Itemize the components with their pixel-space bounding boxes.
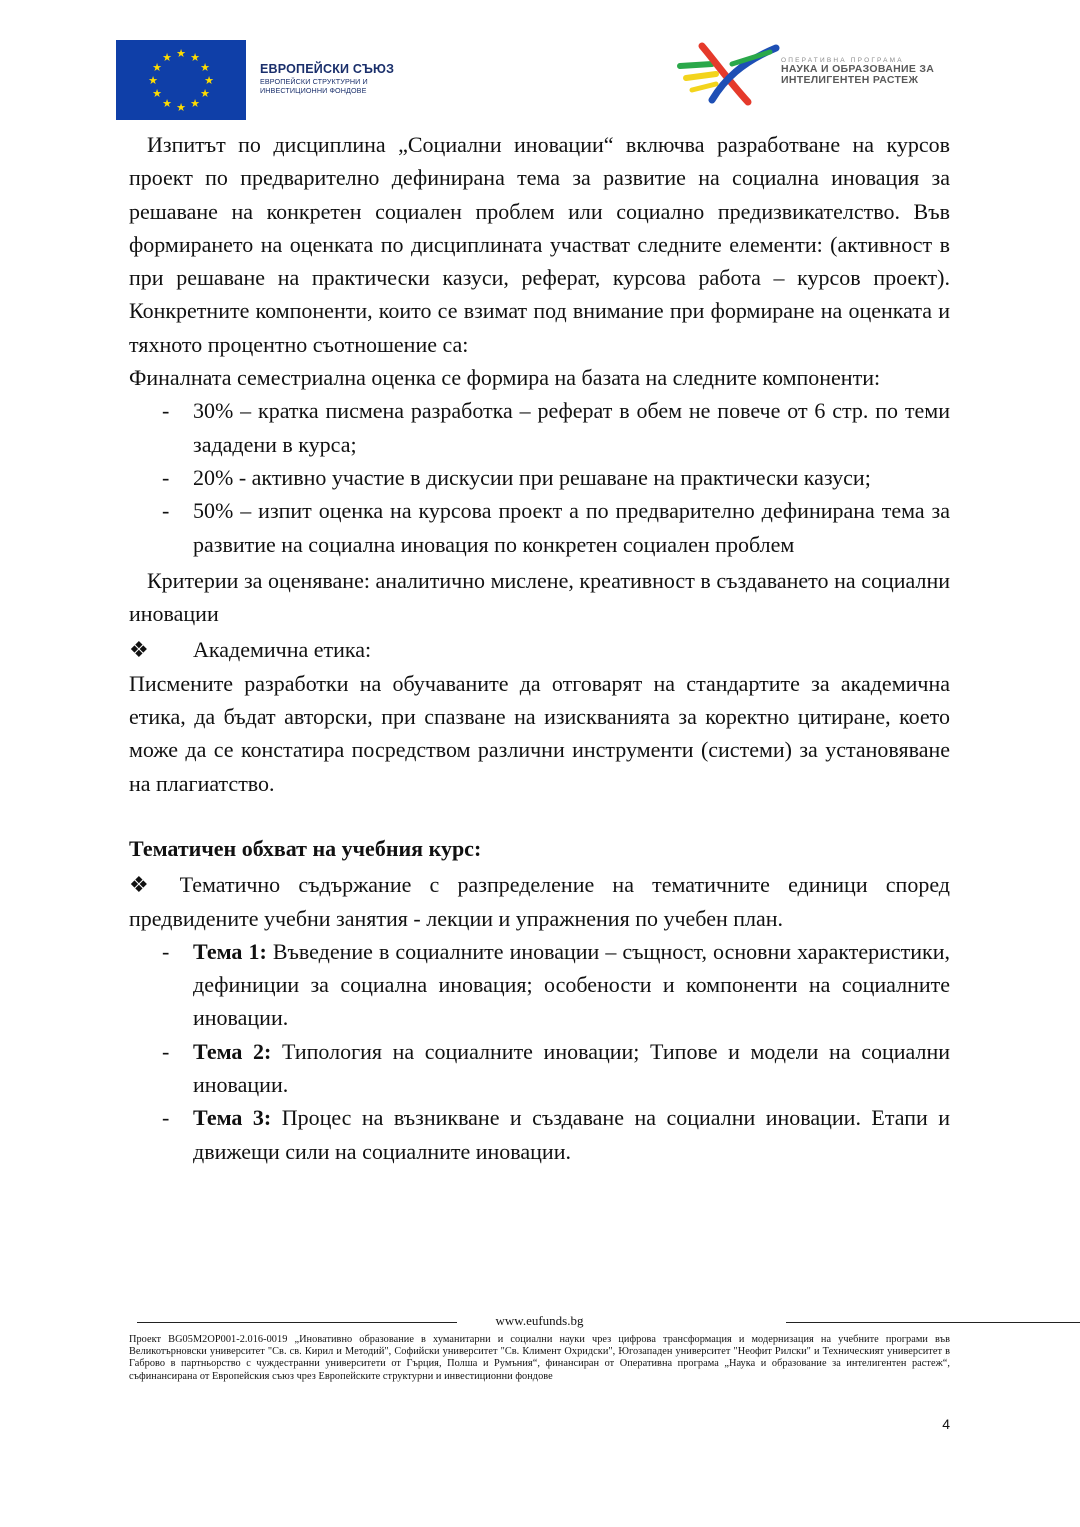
page-header — [0, 0, 1080, 125]
svg-text:★: ★ — [190, 97, 200, 110]
svg-text:★: ★ — [190, 51, 200, 64]
svg-text:★: ★ — [200, 61, 210, 74]
final-grade-paragraph: Финалната семестриална оценка се формира на базата на следните компоненти: — [129, 365, 881, 391]
svg-text:★: ★ — [152, 61, 162, 74]
topic-item — [193, 935, 950, 1035]
page-footer — [129, 1313, 950, 1432]
diamond-bullet-icon: ❖ — [129, 637, 149, 663]
eu-subtitle-1: ЕВРОПЕЙСКИ СТРУКТУРНИ И — [260, 76, 368, 86]
svg-text:★: ★ — [148, 74, 158, 87]
topic-label: Тема 2: — [193, 1038, 272, 1064]
topic-text: Процес на възникване и създаване на социални иновации. Етапи и движещи сили на социалните иновации. — [193, 1105, 950, 1164]
operational-programme-logo-icon — [672, 40, 784, 106]
eu-logo-text — [260, 63, 394, 94]
svg-text:★: ★ — [204, 74, 214, 87]
page-number: 4 — [942, 1416, 950, 1432]
diamond-bullet-icon: ❖ — [129, 872, 162, 898]
scope-heading: Тематичен обхват на учебния курс: — [129, 835, 482, 861]
topic-text: Въведение в социалните иновации – същност, основни характеристики, дефиниции за социална иновация; особености и компоненти на социалните иновации. — [193, 938, 950, 1031]
svg-text:★: ★ — [176, 47, 186, 60]
topic-item — [193, 1035, 950, 1102]
op-title-line-1: НАУКА И ОБРАЗОВАНИЕ ЗА — [781, 63, 935, 75]
svg-text:★: ★ — [162, 97, 172, 110]
grade-components-list — [129, 394, 950, 560]
svg-text:★: ★ — [162, 51, 172, 64]
svg-text:★: ★ — [152, 87, 162, 100]
topic-text: Типология на социалните иновации; Типове и модели на социални иновации. — [193, 1038, 950, 1098]
criteria-paragraph: Критерии за оценяване: аналитично мислене, креативност в създаването на социални иновации — [129, 567, 950, 627]
svg-text:★: ★ — [176, 101, 186, 114]
topics-list — [129, 935, 950, 1168]
topic-label: Тема 3: — [193, 1105, 272, 1131]
ethics-title: Академична етика: — [193, 637, 372, 663]
topic-label: Тема 1: — [193, 938, 267, 964]
svg-text:★: ★ — [200, 87, 210, 100]
ethics-paragraph: Писмените разработки на обучаваните да отговарят на стандартите за академична етика, да бъдат авторски, при спазване на изискванията за коректно цитиране, което може да се констатира посредством различни инструменти (системи) за установяване на плагиатство. — [129, 670, 950, 796]
eu-subtitle-2: ИНВЕСТИЦИОННИ ФОНДОВЕ — [260, 85, 367, 95]
grade-component-item: - 50% – изпит оценка на курсова проект а по предварително дефинирана тема за развитие на социална иновация по конкретен социален проблем — [193, 494, 950, 561]
eu-stars-icon — [116, 40, 246, 120]
scope-paragraph — [129, 868, 950, 935]
grade-component-item: - 20% - активно участие в дискусии при решаване на практически казуси; — [193, 461, 950, 494]
topic-item — [193, 1101, 950, 1168]
ethics-heading — [129, 633, 950, 666]
scope-text: Тематично съдържание с разпределение на тематичните единици според предвидените учебни занятия - лекции и упражнения по учебен план. — [129, 872, 951, 931]
op-logo-text — [781, 57, 934, 86]
footer-website: www.eufunds.bg — [495, 1313, 584, 1328]
op-title-line-2: ИНТЕЛИГЕНТЕН РАСТЕЖ — [781, 74, 919, 86]
eu-flag-logo — [116, 40, 246, 120]
footer-project-text: Проект BG05M2OP001-2.016-0019 „Иновативно образование в хуманитарни и социални науки чрез цифрова трансформация и модернизация на учебните програми във Великотърновски университет "Св. св. Кирил и Методий", Софийски университет "Св. Климент Охридски", Югозападен университет "Неофит Рилски" и Техническият университет в Габрово в партньорство с чуждестранни университети от Гърция, Полша и Румъния“, финансиран от Оперативна програма „Наука и образование за интелигентен растеж“, съфинансирана от Европейския съюз чрез Европейските структурни и инвестиционни фондове — [129, 1334, 950, 1382]
op-small-title: ОПЕРАТИВНА ПРОГРАМА — [781, 57, 904, 64]
intro-paragraph: Изпитът по дисциплина „Социални иновации“ включва разработване на курсов проект по предварително дефинирана тема за развитие на социална иновация за решаване на конкретен социален проблем или социално предизвикателство. Във формирането на оценката по дисциплината участват следните елементи: (активност в при решаване на практически казуси, реферат, курсова работа – курсов проект). Конкретните компоненти, които се взимат под внимание при формиране на оценката и тяхното процентно съотношение са: — [129, 132, 950, 357]
document-body — [129, 128, 950, 1168]
grade-component-item: - 30% – кратка писмена разработка – реферат в обем не повече от 6 стр. по теми зададени в курса; — [193, 394, 950, 461]
eu-title: ЕВРОПЕЙСКИ СЪЮЗ — [260, 62, 395, 76]
